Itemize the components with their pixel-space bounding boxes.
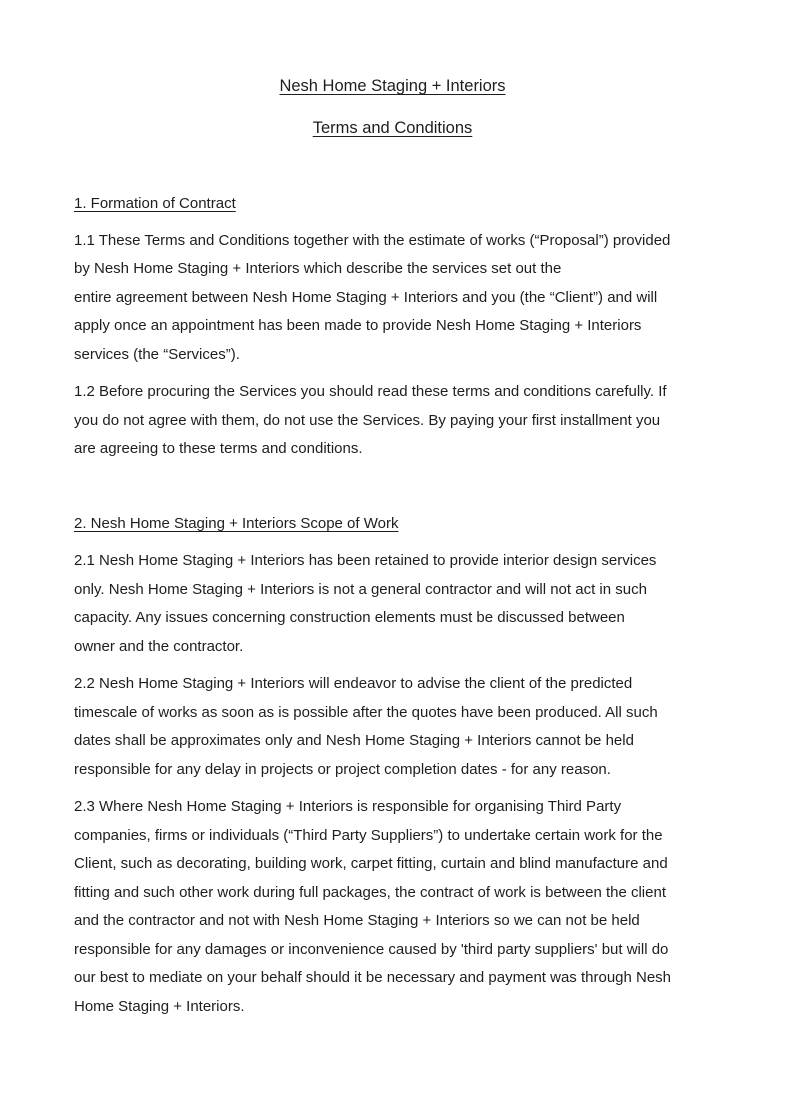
document-subtitle: Terms and Conditions (312, 118, 473, 137)
paragraph-1-1: 1.1 These Terms and Conditions together with the estimate of works (“Proposal”) provided by Nesh Home Staging + Interiors which describe the services set out the entire agreement between Nesh Home Staging + Interiors and you (the “Client”) and will apply once an appointment has been made to provide Nesh Home Staging + Interiors services (the “Services”). (74, 231, 671, 363)
paragraph-2-3: 2.3 Where Nesh Home Staging + Interiors is responsible for organising Third Party companies, firms or individuals (“Third Party Suppliers”) to undertake certain work for the Client, such as decorating, building work, carpet fitting, curtain and blind manufacture and fitting and such other work during full packages, the contract of work is between the client and the contractor and not with Nesh Home Staging + Interiors so we can not be held responsible for any damages or inconvenience caused by 'third party suppliers' but will do our best to mediate on your behalf should it be necessary and payment was through Nesh Home Staging + Interiors. (74, 798, 672, 1015)
section-1-heading: 1. Formation of Contract (74, 194, 236, 212)
paragraph-2-2: 2.2 Nesh Home Staging + Interiors will endeavor to advise the client of the predicted timescale of works as soon as is possible after the quotes have been produced. All such dates shall be approximates only and Nesh Home Staging + Interiors cannot be held responsible for any delay in projects or project completion dates - for any reason. (74, 675, 658, 778)
section-gap (74, 142, 711, 190)
section-gap (74, 473, 711, 511)
section-2-heading: 2. Nesh Home Staging + Interiors Scope of Work (74, 515, 399, 532)
paragraph-1-2: 1.2 Before procuring the Services you should read these terms and conditions carefully. If you do not agree with them, do not use the Services. By paying your first installment you are agreeing to these terms and conditions. (74, 383, 667, 457)
document-title: Nesh Home Staging + Interiors (279, 77, 506, 95)
paragraph-2-1: 2.1 Nesh Home Staging + Interiors has been retained to provide interior design services only. Nesh Home Staging + Interiors is not a general contractor and will not act in such capacity. Any issues concerning construction elements must be discussed between owner and the contractor. (74, 552, 657, 655)
